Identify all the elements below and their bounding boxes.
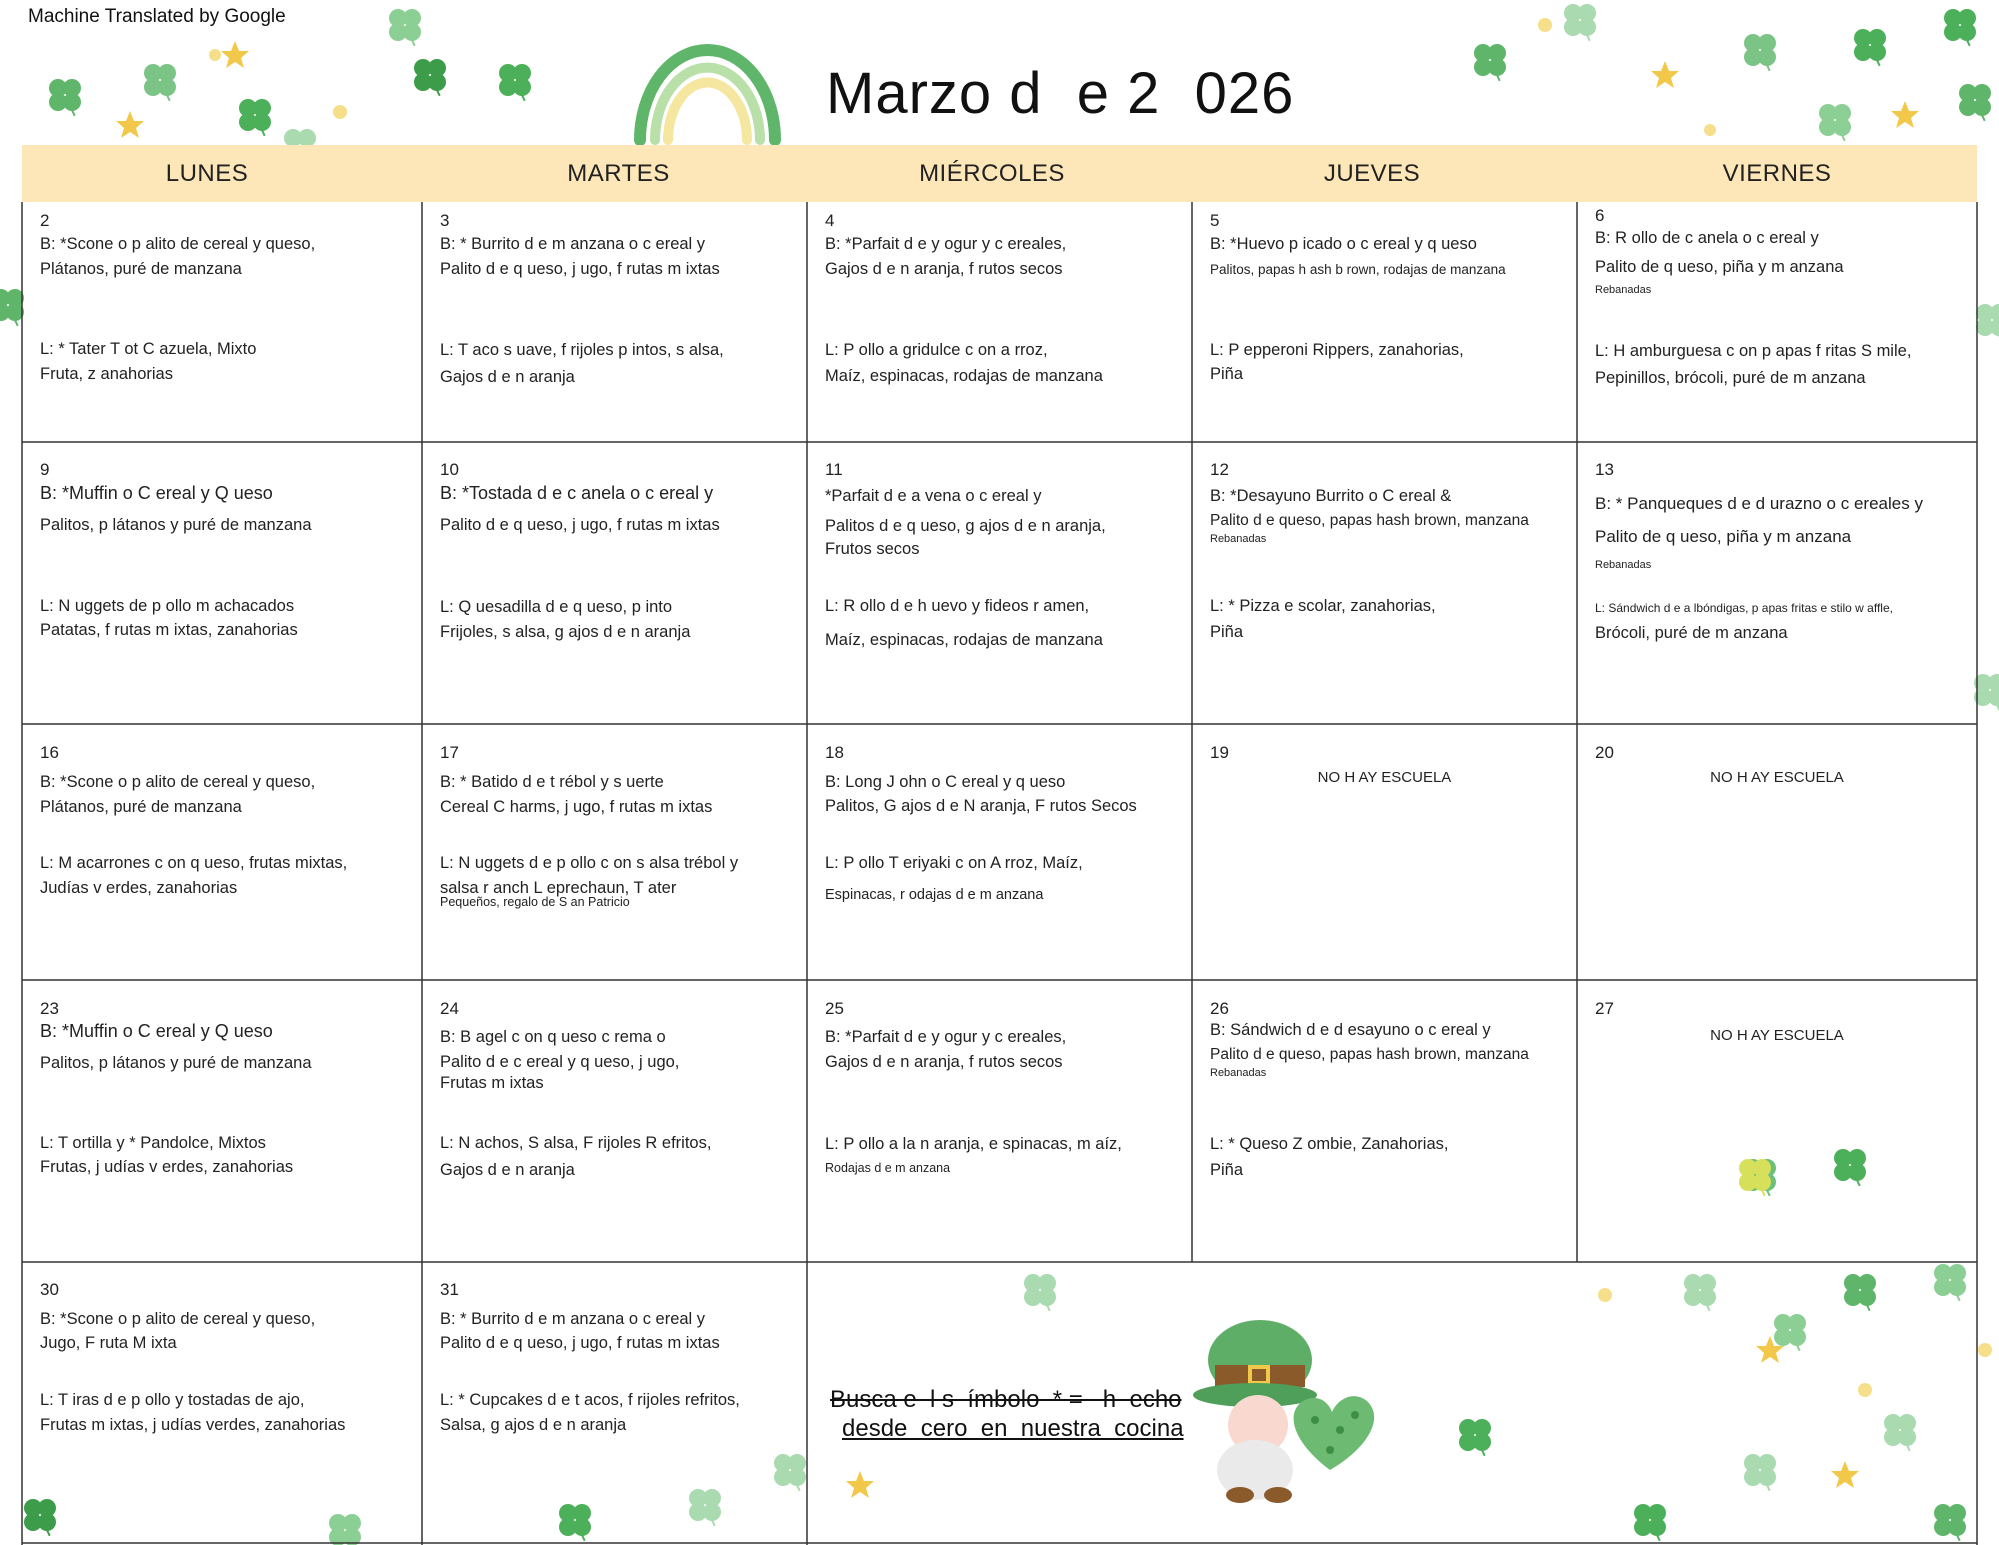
day-cell: [22, 442, 422, 724]
breakfast-text: Palito de q ueso, piña y m anzana: [1595, 527, 1852, 546]
day-number: 23: [40, 999, 59, 1018]
breakfast-text: B: *Muffin o C ereal y Q ueso: [40, 483, 273, 503]
lunch-text: Patatas, f rutas m ixtas, zanahorias: [40, 621, 298, 639]
day-cell: [1192, 980, 1577, 1262]
day-cell: [22, 202, 422, 442]
day-cell: [807, 442, 1192, 724]
day-header-thursday: JUEVES: [1323, 160, 1421, 187]
lunch-text: L: T aco s uave, f rijoles p intos, s alsa,: [440, 341, 724, 359]
day-number: 26: [1210, 999, 1229, 1018]
breakfast-text: B: *Scone o p alito de cereal y queso,: [40, 235, 316, 253]
lunch-text: L: P ollo a gridulce c on a rroz,: [825, 341, 1048, 359]
lunch-text: L: H amburguesa c on p apas f ritas S mile,: [1595, 342, 1912, 360]
day-cell: [422, 724, 807, 980]
day-number: 25: [825, 999, 844, 1018]
lunch-text: L: N uggets de p ollo m achacados: [40, 597, 295, 615]
lunch-text: Maíz, espinacas, rodajas de manzana: [825, 631, 1103, 649]
lunch-text: L: P ollo T eriyaki c on A rroz, Maíz,: [825, 854, 1083, 872]
lunch-text: L: N uggets d e p ollo c on s alsa trébol y: [440, 854, 739, 872]
breakfast-text: Plátanos, puré de manzana: [40, 260, 242, 278]
no-school-notice: NO H AY ESCUELA: [1317, 769, 1452, 786]
breakfast-text: B: *Tostada d e c anela o c ereal y: [440, 483, 714, 503]
lunch-text: L: Sándwich d e a lbóndigas, p apas fritas e stilo w affle,: [1595, 601, 1893, 615]
day-number: 31: [440, 1280, 459, 1299]
lunch-text: Frutas, j udías v erdes, zanahorias: [40, 1158, 294, 1176]
day-cell: [807, 202, 1192, 442]
lunch-text: Gajos d e n aranja: [440, 368, 575, 386]
lunch-text: Piña: [1210, 1161, 1244, 1179]
breakfast-text: B: *Desayuno Burrito o C ereal &: [1210, 487, 1452, 505]
lunch-text: L: P ollo a la n aranja, e spinacas, m aíz,: [825, 1135, 1122, 1153]
day-number: 3: [440, 211, 450, 230]
day-number: 13: [1595, 460, 1614, 479]
breakfast-text: Frutas m ixtas: [440, 1074, 544, 1092]
breakfast-text: Palito d e q ueso, j ugo, f rutas m ixtas: [440, 260, 720, 278]
day-header-friday: VIERNES: [1722, 160, 1832, 187]
lunch-text: L: N achos, S alsa, F rijoles R efritos,: [440, 1134, 712, 1152]
day-number: 5: [1210, 211, 1220, 230]
day-cell: [422, 202, 807, 442]
breakfast-text: Cereal C harms, j ugo, f rutas m ixtas: [440, 798, 713, 816]
no-school-notice: NO H AY ESCUELA: [1710, 1027, 1844, 1044]
lunch-text: L: T iras d e p ollo y tostadas de ajo,: [40, 1391, 305, 1409]
no-school-notice: NO H AY ESCUELA: [1710, 769, 1844, 786]
lunch-text: L: * Tater T ot C azuela, Mixto: [40, 340, 257, 358]
day-cell: [1577, 202, 1977, 442]
day-number: 4: [825, 211, 835, 230]
breakfast-text: Palito d e queso, papas hash brown, manzana: [1210, 512, 1529, 529]
lunch-text: L: P epperoni Rippers, zanahorias,: [1210, 341, 1464, 359]
breakfast-text: Palitos d e q ueso, g ajos d e n aranja,: [825, 517, 1106, 535]
lunch-text: salsa r anch L eprechaun, T ater: [440, 879, 677, 897]
breakfast-text: B: * Panqueques d e d urazno o c ereales y: [1595, 494, 1923, 513]
breakfast-text: Palito d e q ueso, j ugo, f rutas m ixtas: [440, 1334, 720, 1352]
day-number: 20: [1595, 743, 1614, 762]
day-number: 18: [825, 743, 844, 762]
breakfast-text: B: *Scone o p alito de cereal y queso,: [40, 773, 316, 791]
day-header-monday: LUNES: [165, 160, 249, 187]
breakfast-text: B: * Burrito d e m anzana o c ereal y: [440, 1310, 706, 1328]
day-cell: [807, 724, 1192, 980]
breakfast-text: Gajos d e n aranja, f rutos secos: [825, 260, 1063, 278]
day-cell: [22, 1262, 422, 1543]
page-title: Marzo d e 2 026: [826, 61, 1295, 126]
breakfast-text: Rebanadas: [1595, 284, 1652, 296]
day-number: 16: [40, 743, 59, 762]
breakfast-text: B: Sándwich d e d esayuno o c ereal y: [1210, 1021, 1491, 1039]
breakfast-text: Palitos, papas h ash b rown, rodajas de manzana: [1210, 262, 1506, 277]
day-cell: [422, 442, 807, 724]
day-cell: [1577, 724, 1977, 980]
day-cell: [807, 980, 1192, 1262]
day-number: 9: [40, 460, 50, 479]
lunch-text: L: M acarrones c on q ueso, frutas mixtas,: [40, 854, 348, 872]
breakfast-text: Palito d e queso, papas hash brown, manzana: [1210, 1046, 1529, 1063]
breakfast-text: *Parfait d e a vena o c ereal y: [825, 487, 1042, 505]
lunch-text: Brócoli, puré de m anzana: [1595, 624, 1788, 642]
lunch-text: L: Q uesadilla d e q ueso, p into: [440, 598, 673, 616]
breakfast-text: Rebanadas: [1210, 1067, 1267, 1079]
breakfast-text: Palitos, p látanos y puré de manzana: [40, 516, 312, 534]
homemade-note-line2: desde cero en nuestra cocina: [842, 1415, 1184, 1442]
breakfast-text: Gajos d e n aranja, f rutos secos: [825, 1053, 1063, 1071]
day-number: 12: [1210, 460, 1229, 479]
lunch-text: Gajos d e n aranja: [440, 1161, 575, 1179]
breakfast-text: Palitos, p látanos y puré de manzana: [40, 1054, 312, 1072]
breakfast-text: B: * Burrito d e m anzana o c ereal y: [440, 235, 706, 253]
day-number: 27: [1595, 999, 1614, 1018]
homemade-symbol-note: [830, 1385, 1184, 1443]
lunch-text: L: R ollo d e h uevo y fideos r amen,: [825, 597, 1090, 615]
breakfast-text: B: B agel c on q ueso c rema o: [440, 1028, 666, 1046]
lunch-text: Salsa, g ajos d e n aranja: [440, 1416, 627, 1434]
breakfast-text: Plátanos, puré de manzana: [40, 798, 242, 816]
day-cell: [1192, 442, 1577, 724]
breakfast-text: B: Long J ohn o C ereal y q ueso: [825, 773, 1066, 791]
lunch-text: L: T ortilla y * Pandolce, Mixtos: [40, 1134, 266, 1152]
breakfast-text: Jugo, F ruta M ixta: [40, 1334, 177, 1352]
breakfast-text: Palito d e q ueso, j ugo, f rutas m ixtas: [440, 516, 720, 534]
day-number: 10: [440, 460, 459, 479]
breakfast-text: B: *Huevo p icado o c ereal y q ueso: [1210, 235, 1477, 253]
day-cell: [22, 724, 422, 980]
day-number: 24: [440, 999, 459, 1018]
lunch-text: Rodajas d e m anzana: [825, 1161, 951, 1175]
breakfast-text: Rebanadas: [1595, 559, 1652, 571]
day-cell: [422, 980, 807, 1262]
breakfast-text: Palito de q ueso, piña y m anzana: [1595, 258, 1844, 276]
lunch-text: L: * Pizza e scolar, zanahorias,: [1210, 597, 1436, 615]
breakfast-text: Palito d e c ereal y q ueso, j ugo,: [440, 1053, 680, 1071]
breakfast-text: Palitos, G ajos d e N aranja, F rutos Secos: [825, 797, 1137, 815]
day-cell: [422, 1262, 807, 1543]
day-number: 17: [440, 743, 459, 762]
breakfast-text: B: *Muffin o C ereal y Q ueso: [40, 1021, 273, 1041]
day-cell: [1577, 980, 1977, 1262]
lunch-text: Frijoles, s alsa, g ajos d e n aranja: [440, 623, 691, 641]
machine-translation-note: Machine Translated by Google: [28, 6, 286, 27]
breakfast-text: Frutos secos: [825, 540, 920, 558]
day-cell: [1577, 442, 1977, 724]
breakfast-text: B: *Parfait d e y ogur y c ereales,: [825, 235, 1067, 253]
lunch-text: Judías v erdes, zanahorias: [40, 879, 238, 897]
lunch-text: Fruta, z anahorias: [40, 365, 173, 383]
breakfast-text: Rebanadas: [1210, 533, 1267, 545]
lunch-text: Piña: [1210, 365, 1244, 383]
day-cell: [1192, 202, 1577, 442]
lunch-text: Pepinillos, brócoli, puré de m anzana: [1595, 369, 1866, 387]
lunch-text: Piña: [1210, 623, 1244, 641]
lunch-text: Maíz, espinacas, rodajas de manzana: [825, 367, 1103, 385]
day-header-wednesday: MIÉRCOLES: [919, 160, 1065, 187]
day-number: 11: [825, 460, 843, 479]
lunch-text: L: * Queso Z ombie, Zanahorias,: [1210, 1135, 1449, 1153]
day-header-tuesday: MARTES: [567, 160, 670, 187]
breakfast-text: B: *Scone o p alito de cereal y queso,: [40, 1310, 316, 1328]
day-cell: [1192, 724, 1577, 980]
day-number: 2: [40, 211, 50, 230]
lunch-text: Pequeños, regalo de S an Patricio: [440, 895, 630, 909]
day-number: 30: [40, 1280, 59, 1299]
day-number: 19: [1210, 743, 1229, 762]
breakfast-text: B: R ollo de c anela o c ereal y: [1595, 229, 1819, 247]
lunch-text: L: * Cupcakes d e t acos, f rijoles refritos,: [440, 1391, 740, 1409]
lunch-text: Frutas m ixtas, j udías verdes, zanahorias: [40, 1416, 346, 1434]
breakfast-text: B: * Batido d e t rébol y s uerte: [440, 773, 664, 791]
day-number: 6: [1595, 206, 1605, 225]
breakfast-text: B: *Parfait d e y ogur y c ereales,: [825, 1028, 1067, 1046]
homemade-note-line1: Busca e l s ímbolo * = h echo: [830, 1386, 1182, 1413]
day-cell: [22, 980, 422, 1262]
lunch-text: Espinacas, r odajas d e m anzana: [825, 887, 1044, 903]
